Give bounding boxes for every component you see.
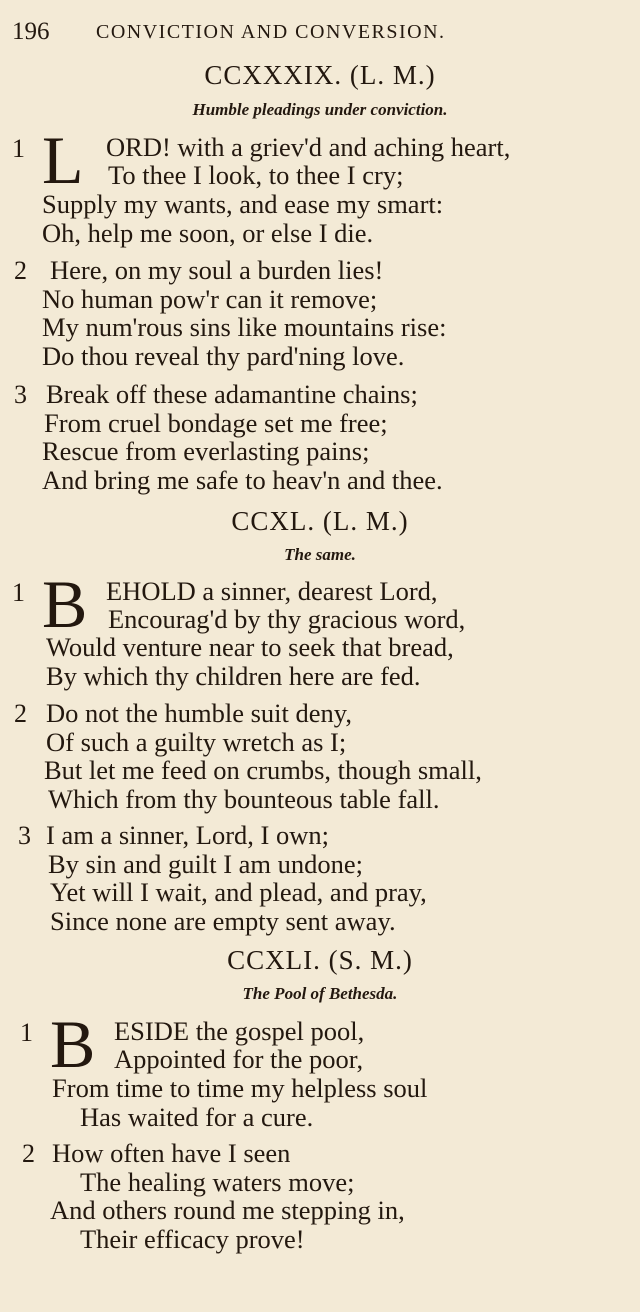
verse-line: By which thy children here are fed. — [46, 661, 421, 691]
verse-line: Appointed for the poor, — [114, 1044, 364, 1074]
hymn-title: CCXL. (L. M.) — [231, 506, 409, 536]
verse-line: Do not the humble suit deny, — [46, 698, 352, 728]
verse-line: My num'rous sins like mountains rise: — [42, 312, 447, 342]
hymn-title: CCXLI. (S. M.) — [227, 945, 413, 975]
hymn-subtitle: The same. — [284, 545, 356, 564]
verse-line: And bring me safe to heav'n and thee. — [42, 465, 443, 495]
verse-line: Since none are empty sent away. — [50, 906, 396, 936]
verse-number: 3 — [14, 380, 27, 409]
verse-number: 1 — [20, 1018, 33, 1047]
verse-line: Do thou reveal thy pard'ning love. — [42, 341, 405, 371]
verse-line: Here, on my soul a burden lies! — [50, 255, 384, 285]
verse-line: Oh, help me soon, or else I die. — [42, 218, 374, 248]
hymn-title: CCXXXIX. (L. M.) — [204, 60, 436, 90]
verse-line: Break off these adamantine chains; — [46, 379, 418, 409]
drop-cap: B — [50, 1006, 96, 1082]
page-number: 196 — [12, 18, 50, 45]
verse-line: Which from thy bounteous table fall. — [48, 784, 440, 814]
verse-number: 3 — [18, 821, 31, 850]
verse-line: To thee I look, to thee I cry; — [108, 160, 404, 190]
verse-number: 2 — [14, 256, 27, 285]
verse-line: Supply my wants, and ease my smart: — [42, 189, 444, 219]
drop-cap: B — [42, 566, 88, 642]
verse-number: 2 — [14, 699, 27, 728]
drop-cap: L — [42, 122, 84, 198]
verse-line: Of such a guilty wretch as I; — [46, 727, 347, 757]
verse-line: EHOLD a sinner, dearest Lord, — [106, 576, 438, 606]
verse-line: Encourag'd by thy gracious word, — [108, 604, 466, 634]
verse-number: 2 — [22, 1139, 35, 1168]
running-title: CONVICTION AND CONVERSION. — [96, 21, 446, 43]
verse-line: But let me feed on crumbs, though small, — [44, 755, 482, 785]
verse-line: Would venture near to seek that bread, — [46, 632, 454, 662]
verse-line: From cruel bondage set me free; — [44, 408, 388, 438]
verse-number: 1 — [12, 134, 25, 163]
hymn-subtitle: The Pool of Bethesda. — [242, 984, 398, 1003]
verse-line: Rescue from everlasting pains; — [42, 436, 370, 466]
verse-line: No human pow'r can it remove; — [42, 284, 378, 314]
hymn-subtitle: Humble pleadings under conviction. — [192, 100, 448, 119]
verse-line: Their efficacy prove! — [80, 1224, 305, 1254]
verse-line: And others round me stepping in, — [50, 1195, 405, 1225]
running-head — [12, 18, 640, 48]
verse-line: How often have I seen — [52, 1138, 291, 1168]
verse-line: Yet will I wait, and plead, and pray, — [50, 877, 427, 907]
verse-line: By sin and guilt I am undone; — [48, 849, 364, 879]
verse-line: From time to time my helpless soul — [52, 1073, 428, 1103]
verse-line: The healing waters move; — [80, 1167, 355, 1197]
verse-line: ESIDE the gospel pool, — [114, 1016, 365, 1046]
verse-number: 1 — [12, 578, 25, 607]
verse-line: I am a sinner, Lord, I own; — [46, 820, 329, 850]
verse-line: ORD! with a griev'd and aching heart, — [106, 132, 511, 162]
verse-line: Has waited for a cure. — [80, 1102, 314, 1132]
